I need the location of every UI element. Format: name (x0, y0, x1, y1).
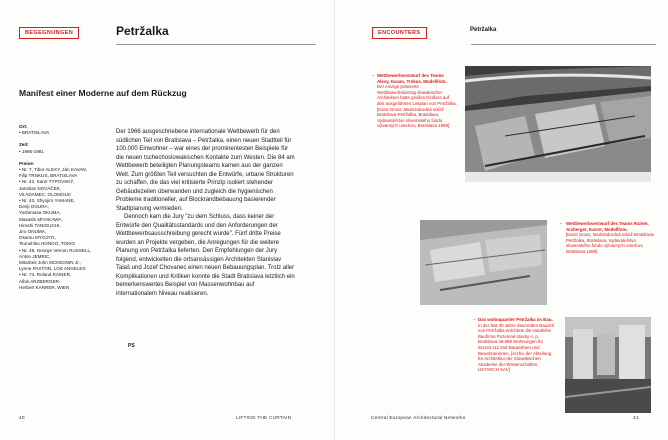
running-footer: Central European Architectural Networks (371, 416, 466, 421)
body-paragraph: Dennoch kam die Jury "zu dem Schluss, dass keiner der Entwürfe den Qualitätsstandards und den Anforderungen der Wettbewerbsausschreibung gerecht wurde". Fünf dritte Preise wurden an Projekte vergeben, die Anregungen für die weitere Planung von Petržalka lieferten. Den Empfehlungen der Jury folgend, entwickelten die ortsansässigen Architekten Stanislav Talaš und Jozef Chovanec einen neuen Bebauungsplan. Trotz aller Komplikationen und Kritiken konnte die Stadt Bratislava letztlich ein bemerkenswertes Beispiel von Massenwohnbau auf internationalem Niveau realisieren. (116, 214, 295, 297)
prize-line: Masashi MIYAKAWA, (19, 216, 63, 222)
prize-line: Anton JEMRIC, (19, 253, 51, 259)
title-rule (116, 44, 316, 45)
prize-line: Herbert KARRER, WIEN (19, 284, 70, 290)
page-title: Petržalka (116, 24, 169, 38)
caption-text: [Karol Gross, Medzinárodná súťaž Bratislava-Petržalka, Bratislava, Vydavateľstvo slovenského fondu výtvarných umelcov, Bratislava 1969] (566, 232, 655, 254)
prize-line: Filip TRNKUS, BRATISLAVA (19, 173, 78, 179)
prize-line: • Nr. 74, Roland RAINER, (19, 272, 72, 278)
prize-line: • Nr. 43, Shyojiro YAMANE, (19, 198, 75, 204)
caption-rainer (559, 220, 656, 255)
body-paragraph: Der 1966 ausgeschriebene internationale Wettbewerb für den südlichen Teil von Bratislava – Petržalka, einen neuen Stadtteil für 100.000 Einwohner – war eines der prominentesten Beispiele für die neuen tschechoslowakischen Kontakte zum Westen. Die 84 am Wettbewerb beteiligten Planungsteams kamen aus der ganzen Welt. Zum größten Teil versuchten die Entwürfe, urbane Strukturen zu schaffen, die das viel kritisierte Prinzip isoliert stehender Gebäudezeilen überwanden und zugleich die hygienischen Probleme traditioneller, auf Blockrandbebauung basierender Stadtplanung vermieden. (116, 129, 295, 212)
article-body (116, 128, 296, 298)
section-tag: BEGEGNUNGEN (19, 27, 79, 39)
arrow-icon: → (471, 316, 476, 322)
meta-time-label: Zeit: (19, 142, 29, 148)
prize-line: Jiro ONUMA, (19, 229, 47, 235)
caption-text: Der einzige prämierte Wettbewerbsbeitrag slowakischer Architekten hatte großen Einfluss auf den ausgeführten Leitplan von Petržalka. [Karol Gross, Medzinárodná súťaž Bratislava-Petržalka, Bratislava, Vydavateľstvo slovenského fondu výtvarných umelcov, Bratislava 1969] (377, 84, 457, 129)
arrow-icon: ← (559, 220, 564, 226)
model-photo-rainer (420, 220, 547, 305)
model-photo-alexy (465, 66, 651, 182)
caption-alexy (370, 72, 457, 129)
title-rule (471, 44, 656, 45)
page-number: 40 (19, 416, 25, 421)
prize-line: Mitarbeit John MCKEOWN Jr., (19, 260, 82, 266)
construction-photo (565, 317, 651, 413)
meta-location: • BRATISLAVA (19, 130, 50, 136)
prize-line: Yoshimasa OKUMA, (19, 210, 61, 216)
prize-line: Tsunehiko HONGO, TOKIO (19, 241, 75, 247)
prize-line: Osamu MYOJYO, (19, 235, 56, 241)
prize-line: Jaroslav NOVÁČEK, (19, 185, 62, 191)
caption-title: Wettbewerbsentwurf des Teams Rainer, Arzberger, Karrer, Modellfoto. (566, 221, 649, 232)
page-title-right: Petržalka (470, 27, 497, 33)
caption-text: In der fast 30 Jahre dauernden Bauzeit von Petržalka errichtete die staatliche Baufirma Pozemné stavby n. p. Bratislava 49.899 Wohnungen für derzeit 111.918 Bauwohner und Bewohnerinnen. [Archiv der Abteilung für Architektur der Slowakischen Akademie der Wissenschaften ÚSTARCH SAV] (478, 322, 554, 373)
meta-prizes-label: Preise: (19, 160, 35, 166)
article-subtitle: Manifest einer Moderne auf dem Rückzug (19, 88, 187, 98)
page-number: 41 (633, 416, 639, 421)
prize-line: • Nr. 42, Karel TYPOVSKÝ, (19, 179, 75, 185)
running-footer: LIFTING THE CURTAIN (236, 416, 292, 421)
caption-construction (471, 316, 556, 373)
prize-line: Vit ADAMEC, OLOMOUC (19, 191, 72, 197)
prize-line: Lynne PAXTON, LOS ANGELES (19, 266, 86, 272)
prize-line: Denji OGURA, (19, 204, 49, 210)
prize-line: Albin ARZBERGER, (19, 278, 61, 284)
author-signature: PS (128, 343, 135, 349)
meta-time: • 1966-1981 (19, 148, 44, 154)
meta-block (19, 124, 119, 291)
arrow-icon: → (370, 72, 375, 78)
caption-title: Das wohnquartier Petržalka im Bau. (478, 317, 553, 322)
meta-location-label: Ort: (19, 124, 28, 129)
prize-line: • Nr. 7, Tibor ALEXY, Ján KAVAN, (19, 167, 87, 173)
prize-line: Hiroshi TANIGUCHI, (19, 222, 61, 228)
caption-title: Wettbewerbsentwurf des Teams Alexy, Kavan, Trnkus, Modellfoto. (377, 73, 447, 84)
section-tag: ENCOUNTERS (372, 27, 427, 39)
prize-line: • Nr. 48, George Vernon RUSSELL, (19, 247, 92, 253)
